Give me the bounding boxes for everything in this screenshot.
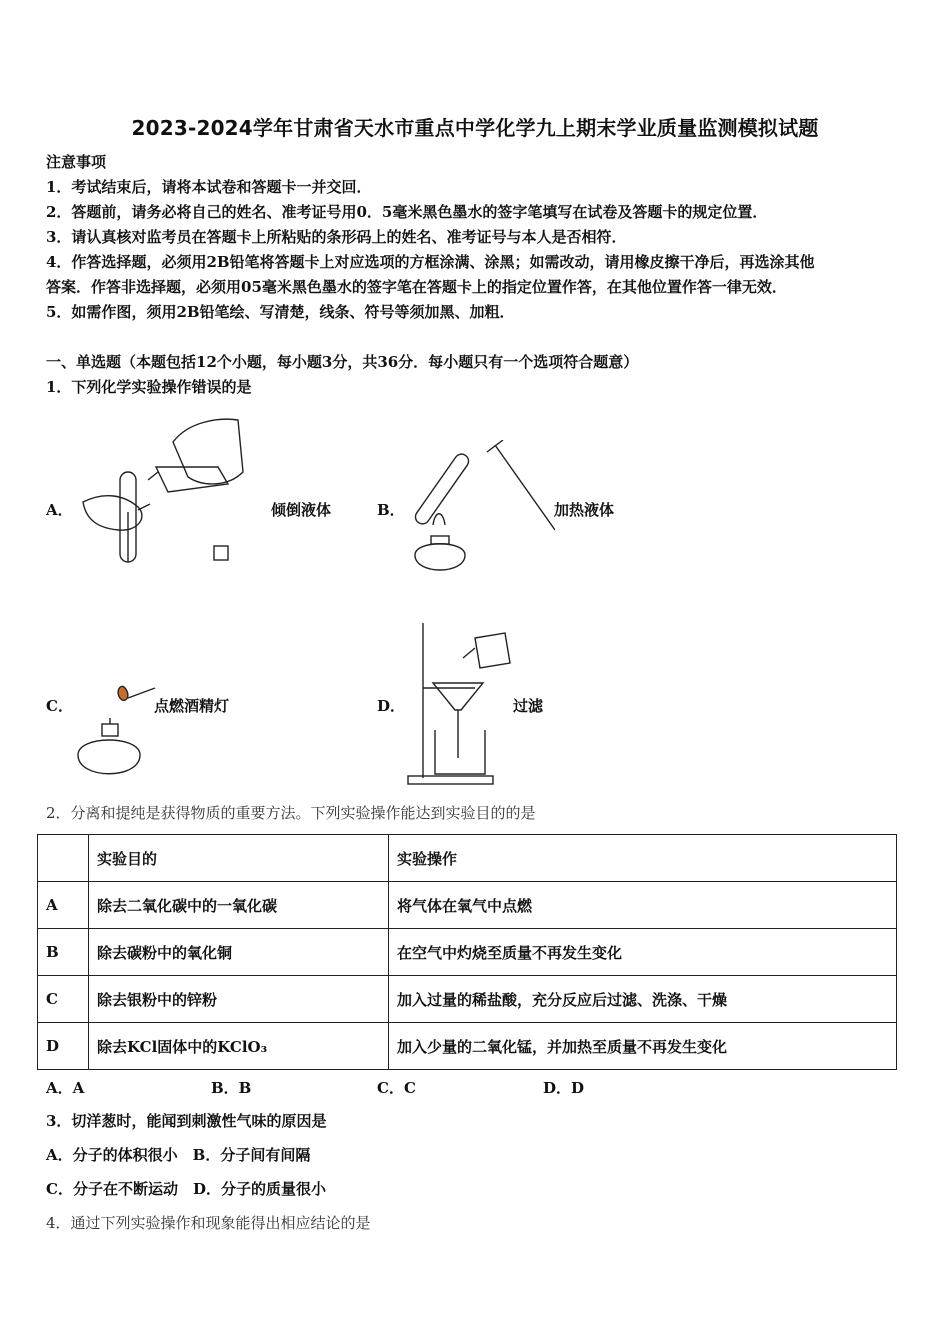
q2-table xyxy=(37,834,897,1070)
table-row xyxy=(38,929,897,976)
notice-item: 答案．作答非选择题，必须用05毫米黑色墨水的签字笔在答题卡上的指定位置作答，在其他位置作答一律无效． xyxy=(46,278,787,296)
heating-liquid-image xyxy=(405,440,555,585)
table-row xyxy=(38,976,897,1023)
table-cell xyxy=(38,835,89,882)
q2-choice-a: A．A xyxy=(46,1079,85,1097)
table-cell: A xyxy=(38,882,89,929)
q2-choice-c: C．C xyxy=(377,1079,416,1097)
notice-item: 3．请认真核对监考员在答题卡上所粘贴的条形码上的姓名、准考证号与本人是否相符． xyxy=(46,228,627,246)
q3-options-row: C．分子在不断运动 D．分子的质量很小 xyxy=(46,1180,326,1198)
q1-option-b-label: B． xyxy=(377,501,405,519)
table-cell: B xyxy=(38,929,89,976)
q1-option-a-caption: 倾倒液体 xyxy=(271,501,332,519)
notice-item: 1．考试结束后，请将本试卷和答题卡一并交回． xyxy=(46,178,372,196)
table-cell: 实验操作 xyxy=(389,835,897,882)
notice-item: 4．作答选择题，必须用2B铅笔将答题卡上对应选项的方框涂满、涂黑；如需改动，请用橡皮擦干净后，再选涂其他 xyxy=(46,253,815,271)
q2-stem: 2．分离和提纯是获得物质的重要方法。下列实验操作能达到实验目的的是 xyxy=(46,804,536,822)
table-row xyxy=(38,882,897,929)
q3-stem: 3．切洋葱时，能闻到刺激性气味的原因是 xyxy=(46,1112,327,1130)
q1-option-d-label: D． xyxy=(377,697,406,715)
q1-option-c-label: C． xyxy=(46,697,73,715)
q4-stem: 4．通过下列实验操作和现象能得出相应结论的是 xyxy=(46,1214,371,1232)
table-cell: C xyxy=(38,976,89,1023)
table-cell: 除去碳粉中的氧化铜 xyxy=(89,929,389,976)
table-cell: 除去银粉中的锌粉 xyxy=(89,976,389,1023)
section-heading: 一、单选题（本题包括12个小题，每小题3分，共36分．每小题只有一个选项符合题意） xyxy=(46,353,639,371)
table-cell: 在空气中灼烧至质量不再发生变化 xyxy=(389,929,897,976)
q1-option-c-caption: 点燃酒精灯 xyxy=(154,697,230,715)
notice-heading: 注意事项 xyxy=(46,153,107,171)
q2-choice-d: D．D xyxy=(543,1079,585,1097)
q2-choice-b: B．B xyxy=(211,1079,252,1097)
table-cell: 将气体在氧气中点燃 xyxy=(389,882,897,929)
table-cell: D xyxy=(38,1023,89,1070)
notice-item: 2．答题前，请务必将自己的姓名、准考证号用0．5毫米黑色墨水的签字笔填写在试卷及答题卡的规定位置． xyxy=(46,203,768,221)
table-cell: 加入过量的稀盐酸，充分反应后过滤、洗涤、干燥 xyxy=(389,976,897,1023)
table-header-row xyxy=(38,835,897,882)
q1-stem: 1．下列化学实验操作错误的是 xyxy=(46,378,252,396)
lighting-alcohol-lamp-image xyxy=(70,680,160,785)
table-cell: 加入少量的二氧化锰，并加热至质量不再发生变化 xyxy=(389,1023,897,1070)
table-row xyxy=(38,1023,897,1070)
pouring-liquid-image xyxy=(78,412,248,572)
q3-options-row: A．分子的体积很小 B．分子间有间隔 xyxy=(46,1146,311,1164)
q1-option-a-label: A． xyxy=(46,501,73,519)
filtration-image xyxy=(405,618,520,788)
notice-item: 5．如需作图，须用2B铅笔绘、写清楚，线条、符号等须加黑、加粗． xyxy=(46,303,515,321)
page-title: 2023-2024学年甘肃省天水市重点中学化学九上期末学业质量监测模拟试题 xyxy=(131,116,819,140)
table-cell: 实验目的 xyxy=(89,835,389,882)
q1-option-d-caption: 过滤 xyxy=(513,697,544,715)
table-cell: 除去二氧化碳中的一氧化碳 xyxy=(89,882,389,929)
q1-option-b-caption: 加热液体 xyxy=(554,501,615,519)
table-cell: 除去KCl固体中的KClO₃ xyxy=(89,1023,389,1070)
